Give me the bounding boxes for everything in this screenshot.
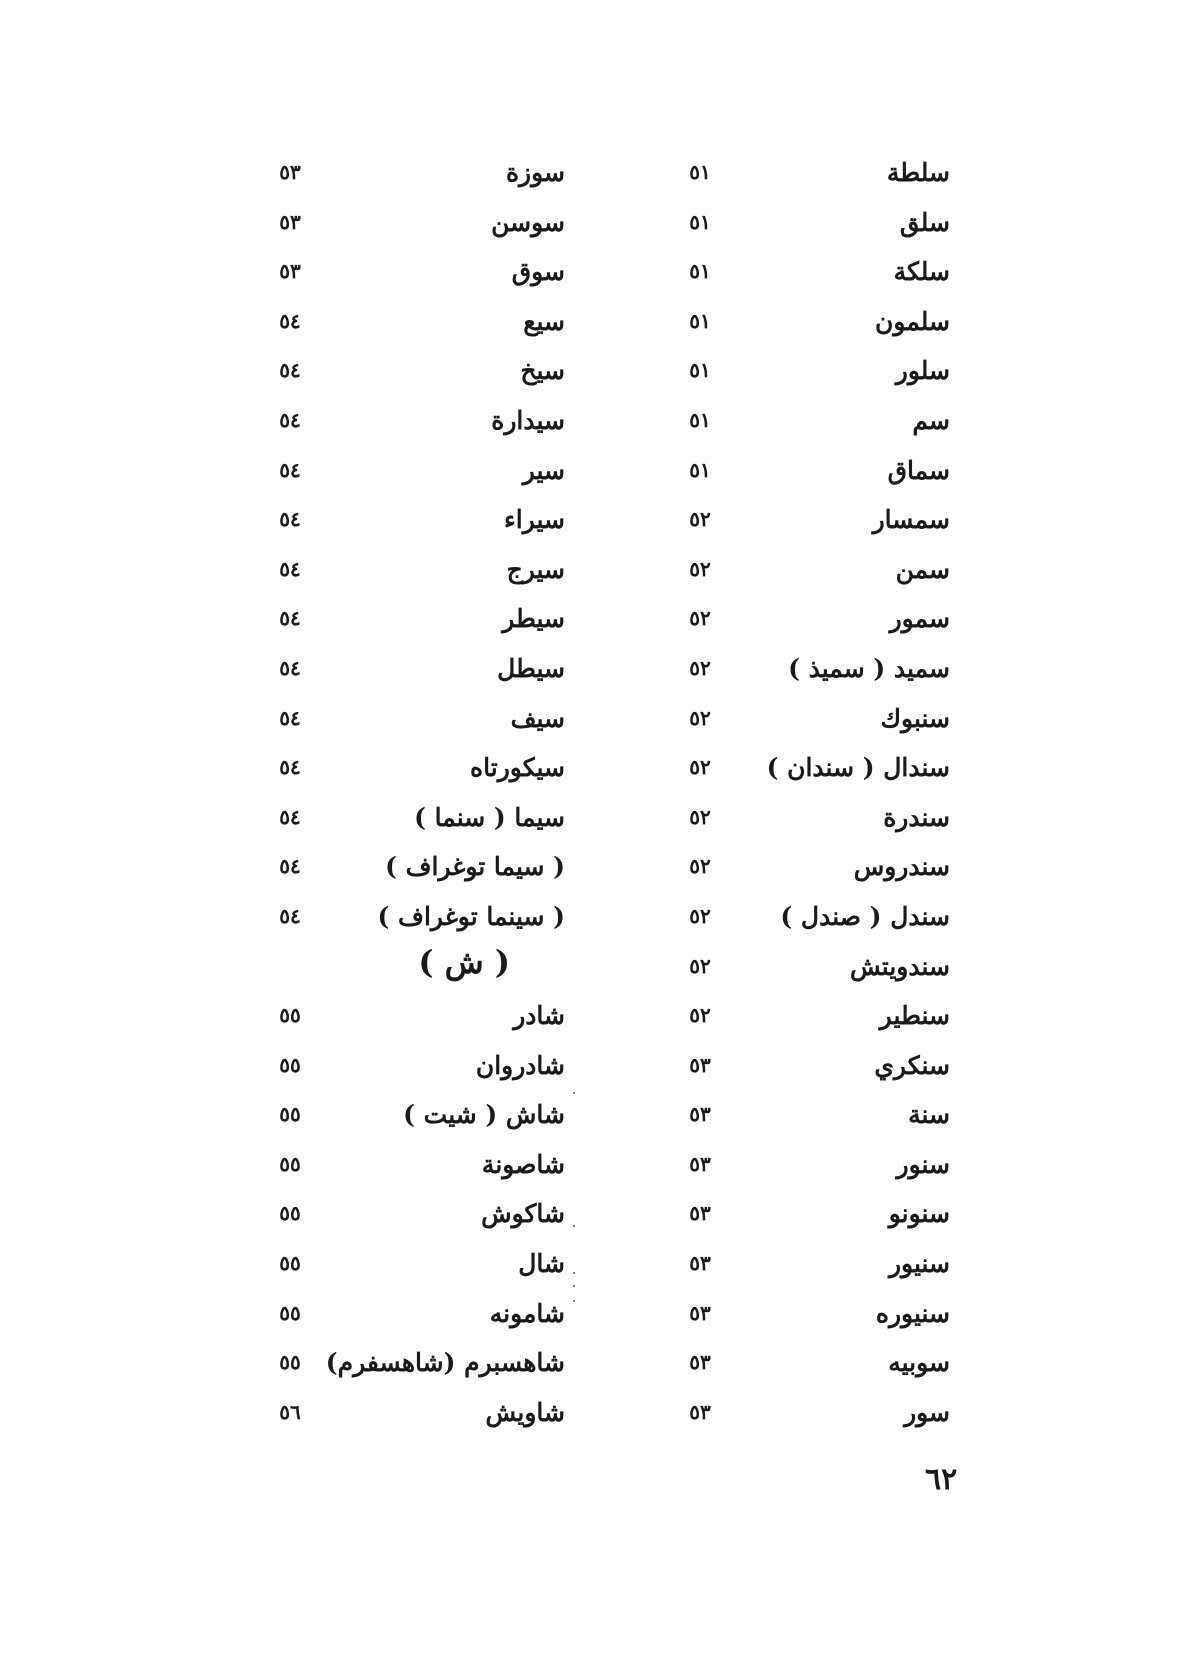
index-term: سيطر xyxy=(502,604,565,634)
index-page-ref: ٥٤ xyxy=(279,308,301,333)
index-row xyxy=(250,148,950,198)
index-page-ref: ٥٤ xyxy=(279,457,301,482)
index-term: شال xyxy=(518,1249,565,1279)
section-heading: ( ش ) xyxy=(418,942,510,981)
index-row xyxy=(250,694,950,744)
index-page-ref: ٥١ xyxy=(689,457,711,482)
index-page-ref: ٥٣ xyxy=(689,1251,711,1276)
index-term: سوسن xyxy=(491,207,565,237)
index-page-ref: ٥٣ xyxy=(279,259,301,284)
index-term: سور xyxy=(904,1397,950,1427)
index-page-ref: ٥٣ xyxy=(689,1300,711,1325)
index-page-ref: ٥٥ xyxy=(279,1102,301,1127)
index-page-ref: ٥١ xyxy=(689,308,711,333)
index-term: سوزة xyxy=(505,158,565,187)
index-row xyxy=(250,793,950,843)
index-term: سيراء xyxy=(504,505,565,535)
index-term: سلطة xyxy=(886,158,950,187)
index-term: سيرج xyxy=(506,554,565,584)
index-row xyxy=(250,644,950,694)
index-row xyxy=(250,1041,950,1091)
index-page-ref: ٥٤ xyxy=(279,606,301,631)
index-page-ref: ٥٣ xyxy=(279,209,301,234)
index-row xyxy=(250,594,950,644)
index-row xyxy=(250,1338,950,1388)
index-row xyxy=(250,247,950,297)
page-number: ٦٢ xyxy=(925,1462,958,1497)
index-row xyxy=(250,743,950,793)
index-term: سنبوك xyxy=(880,703,950,733)
index-page-ref: ٥٤ xyxy=(279,556,301,581)
index-term: سوبيه xyxy=(888,1348,950,1378)
index-page-ref: ٥١ xyxy=(689,160,711,184)
index-term: شامونه xyxy=(489,1298,565,1328)
index-page-ref: ٥٣ xyxy=(689,1102,711,1127)
index-term: شاكوش xyxy=(481,1199,565,1229)
index-row xyxy=(250,991,950,1041)
index-page-ref: ٥٥ xyxy=(279,1350,301,1375)
index-page-ref: ٥٢ xyxy=(689,556,711,581)
index-page-ref: ٥٤ xyxy=(279,804,301,829)
index-term: سنيوره xyxy=(875,1298,950,1328)
index-term: شادر xyxy=(513,1001,565,1031)
index-term: سندويتش xyxy=(849,951,950,981)
index-term: شاصونة xyxy=(481,1149,565,1179)
index-row xyxy=(250,1239,950,1289)
index-term: شاهسبرم (شاهسفرم) xyxy=(325,1348,565,1378)
index-page-ref: ٥٤ xyxy=(279,655,301,680)
index-term: سندال ( سندان ) xyxy=(766,753,950,783)
index-term: ( سيما توغراف ) xyxy=(385,852,565,882)
index-page-ref: ٥٤ xyxy=(279,903,301,928)
index-term: سلمون xyxy=(875,306,950,336)
index-term: سنيور xyxy=(888,1249,950,1279)
index-page-ref: ٥٣ xyxy=(689,1052,711,1077)
index-page-ref: ٥٣ xyxy=(689,1399,711,1424)
index-page-ref: ٥٥ xyxy=(279,1003,301,1028)
index-page-ref: ٥٥ xyxy=(279,1052,301,1077)
index-term: سندرة xyxy=(883,802,950,832)
stray-dot xyxy=(573,1092,575,1094)
index-page-ref: ٥٣ xyxy=(279,160,301,184)
index-term: سمن xyxy=(895,554,950,584)
index-term: سنة xyxy=(908,1100,950,1130)
index-row xyxy=(250,1388,950,1438)
stray-dot xyxy=(573,1225,575,1227)
stray-dot xyxy=(573,1300,575,1302)
index-page-ref: ٥٥ xyxy=(279,1300,301,1325)
index-row xyxy=(250,297,950,347)
index-term: سماق xyxy=(887,455,950,485)
index-term: ( سينما توغراف ) xyxy=(377,901,565,931)
index-page-ref: ٥٣ xyxy=(689,1350,711,1375)
index-term: سندروس xyxy=(853,852,950,882)
index-term: سيع xyxy=(523,306,565,336)
index-term: سميد ( سميذ ) xyxy=(788,653,950,683)
index-term: سيطل xyxy=(497,653,565,683)
index-page-ref: ٥٤ xyxy=(279,755,301,780)
index-page-ref: ٥٢ xyxy=(689,903,711,928)
index-term: سيكورتاه xyxy=(470,753,565,783)
index-term: شادروان xyxy=(475,1050,565,1080)
index-row xyxy=(250,892,950,942)
index-page-ref: ٥٢ xyxy=(689,854,711,879)
index-row xyxy=(250,1289,950,1339)
index-row xyxy=(250,545,950,595)
index-page-ref: ٥٢ xyxy=(689,655,711,680)
index-row xyxy=(250,495,950,545)
index-page-ref: ٥٢ xyxy=(689,606,711,631)
index-page-ref: ٥٥ xyxy=(279,1201,301,1226)
index-term: سنطير xyxy=(879,1001,950,1031)
index-page-ref: ٥٤ xyxy=(279,358,301,383)
index-term: شاويش xyxy=(485,1397,565,1427)
index-term: سلق xyxy=(899,207,950,237)
index-row xyxy=(250,446,950,496)
index-term: سيخ xyxy=(520,356,565,386)
index-page-ref: ٥١ xyxy=(689,209,711,234)
index-page-ref: ٥٣ xyxy=(689,1201,711,1226)
index-row xyxy=(250,942,950,992)
index-row xyxy=(250,346,950,396)
index-term: سير xyxy=(522,455,565,485)
index-row xyxy=(250,396,950,446)
index-page-ref: ٥٤ xyxy=(279,854,301,879)
index-page-ref: ٥٢ xyxy=(689,953,711,978)
index-page-ref: ٥٢ xyxy=(689,507,711,532)
index-term: سيما ( سنما ) xyxy=(414,802,565,832)
index-term: سنكري xyxy=(874,1050,950,1080)
index-term: سمور xyxy=(889,604,950,634)
index-page-ref: ٥٢ xyxy=(689,804,711,829)
index-row xyxy=(250,1140,950,1190)
index-term: سندل ( صندل ) xyxy=(780,901,950,931)
index-term: سلكة xyxy=(893,257,950,287)
index-term: سنونو xyxy=(888,1199,950,1229)
index-page-ref: ٥٤ xyxy=(279,705,301,730)
index-row xyxy=(250,198,950,248)
index-term: سوق xyxy=(511,257,565,287)
index-row xyxy=(250,1090,950,1140)
index-term: شاش ( شيت ) xyxy=(403,1100,565,1130)
index-page-ref: ٥٢ xyxy=(689,705,711,730)
index-term: سنور xyxy=(896,1149,950,1179)
index-term: سيف xyxy=(510,703,565,733)
index-page-ref: ٥٢ xyxy=(689,1003,711,1028)
index-page-ref: ٥٣ xyxy=(689,1151,711,1176)
index-page-ref: ٥٢ xyxy=(689,755,711,780)
index-term: سم xyxy=(912,405,950,435)
index-page-ref: ٥٥ xyxy=(279,1251,301,1276)
index-row xyxy=(250,1189,950,1239)
index-term: سلور xyxy=(895,356,950,386)
index-table xyxy=(250,148,950,1437)
index-term: سمسار xyxy=(872,505,950,535)
stray-dot xyxy=(573,1285,575,1287)
index-page-ref: ٥١ xyxy=(689,407,711,432)
index-page-ref: ٥٥ xyxy=(279,1151,301,1176)
stray-dot xyxy=(573,1272,575,1274)
index-page-ref: ٥٤ xyxy=(279,407,301,432)
index-row xyxy=(250,842,950,892)
index-page-ref: ٥٤ xyxy=(279,507,301,532)
index-page-ref: ٥١ xyxy=(689,259,711,284)
index-page-ref: ٥٦ xyxy=(279,1399,301,1424)
index-term: سيدارة xyxy=(491,405,565,435)
index-page-ref: ٥١ xyxy=(689,358,711,383)
